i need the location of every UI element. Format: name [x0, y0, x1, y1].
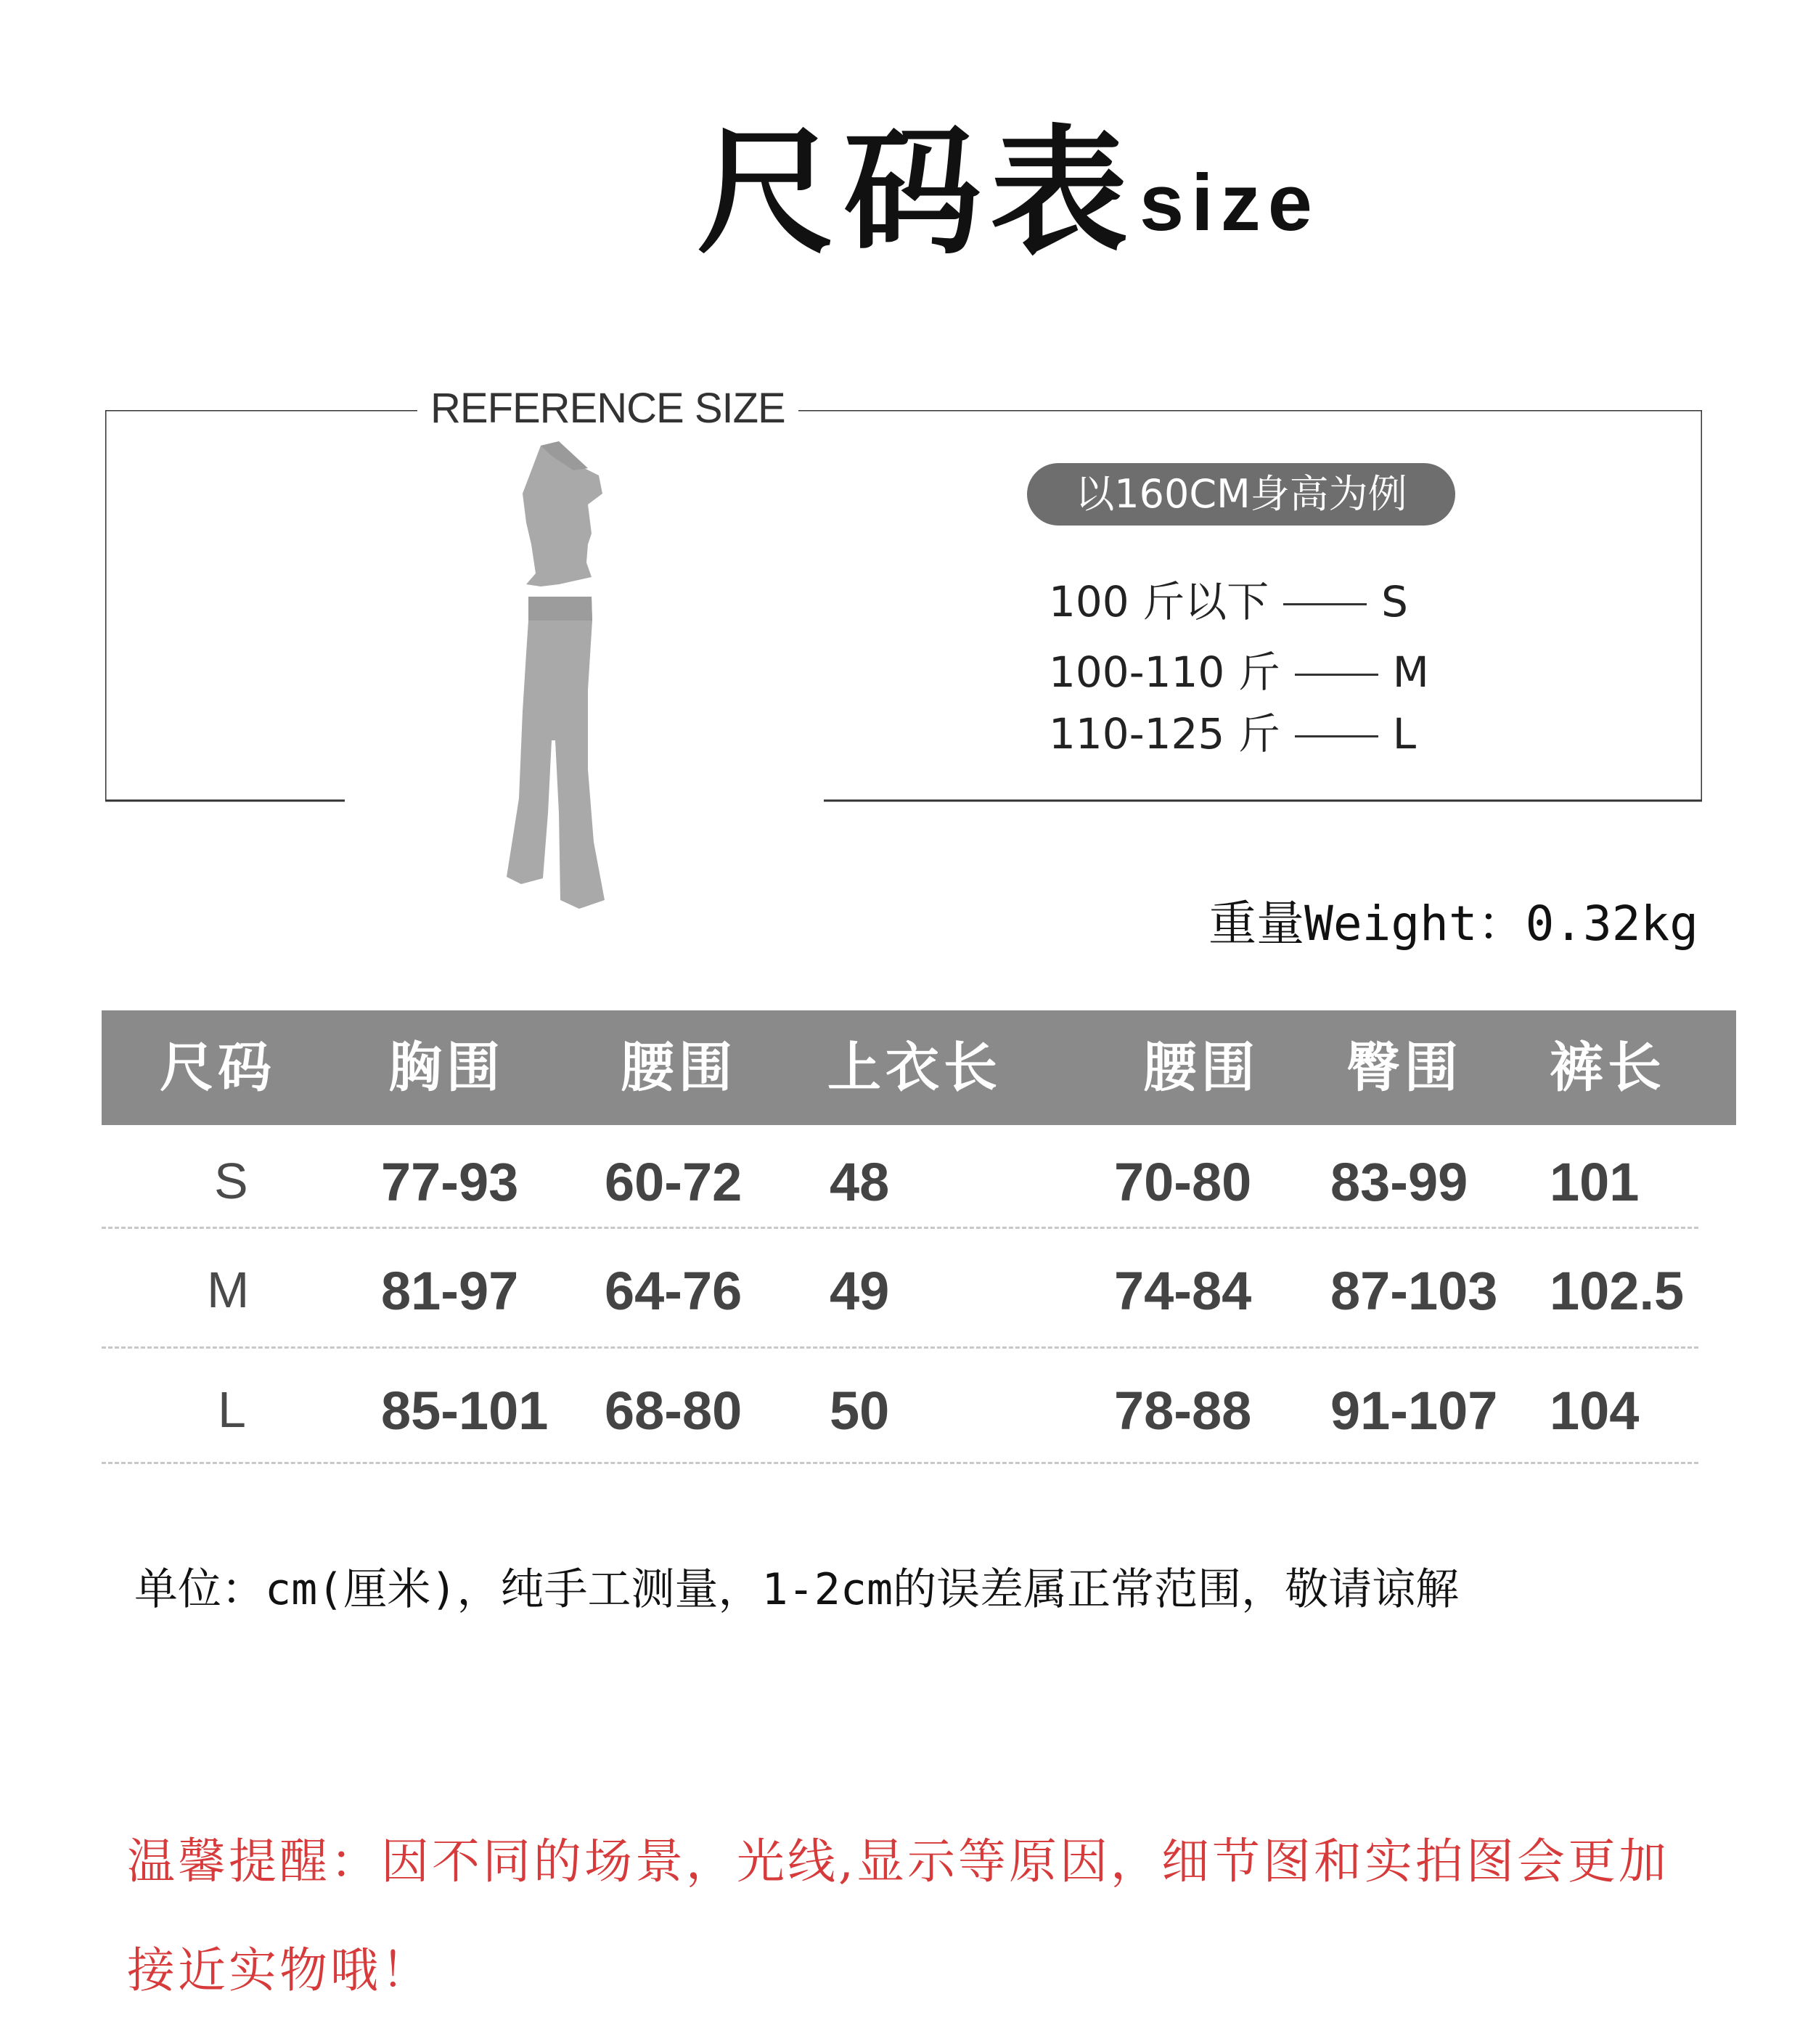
reference-row-dash [1283, 603, 1367, 605]
reference-row [1049, 709, 1417, 759]
cell-size: M [207, 1262, 250, 1318]
cell-bust: 85-101 [381, 1381, 549, 1441]
page-title-en: size [1140, 158, 1320, 248]
cell-waist-pants: 74-84 [1114, 1261, 1252, 1321]
table-row [102, 1234, 1736, 1350]
cell-size: S [214, 1153, 248, 1209]
cell-size: L [218, 1381, 246, 1438]
cell-hip: 87-103 [1330, 1261, 1498, 1321]
cell-waist-top: 60-72 [605, 1152, 742, 1212]
pants-garment-shape [507, 597, 605, 909]
header-top-length: 上衣长 [827, 1037, 1002, 1099]
page-title-cn: 尺码表 [697, 111, 1137, 273]
cell-hip: 91-107 [1330, 1381, 1498, 1441]
table-row [102, 1125, 1736, 1234]
header-waist-pants: 腰围 [1143, 1037, 1259, 1099]
cell-bust: 77-93 [381, 1152, 519, 1212]
cell-top-length: 49 [830, 1261, 890, 1321]
reference-row-range: 100-110 斤 [1049, 647, 1280, 697]
cell-hip: 83-99 [1330, 1152, 1468, 1212]
reference-row [1049, 577, 1408, 626]
cell-waist-pants: 78-88 [1114, 1381, 1252, 1441]
table-header [102, 1010, 1736, 1125]
header-hip: 臀围 [1346, 1037, 1462, 1099]
header-waist-top: 腰围 [621, 1037, 737, 1099]
cell-top-length: 50 [830, 1381, 890, 1441]
warm-tip: 温馨提醒：因不同的场景，光线,显示等原因，细节图和实拍图会更加接近实物哦！ [127, 1834, 1669, 1998]
cell-waist-pants: 70-80 [1114, 1152, 1252, 1212]
reference-row-size: L [1392, 709, 1417, 759]
reference-row-size: M [1392, 647, 1429, 697]
reference-row-range: 110-125 斤 [1049, 709, 1280, 759]
reference-size-label: REFERENCE SIZE [417, 383, 798, 434]
row-divider [102, 1462, 1698, 1464]
product-image [341, 436, 835, 944]
cell-waist-top: 68-80 [605, 1381, 742, 1441]
table-row [102, 1352, 1736, 1468]
top-garment-shape [523, 441, 602, 586]
row-divider [102, 1346, 1698, 1349]
cell-pants-length: 101 [1550, 1152, 1640, 1212]
cell-top-length: 48 [830, 1152, 890, 1212]
cell-pants-length: 102.5 [1550, 1261, 1685, 1321]
reference-row [1049, 647, 1429, 697]
reference-row-size: S [1381, 577, 1408, 626]
reference-row-dash [1295, 735, 1378, 737]
header-bust: 胸围 [388, 1037, 504, 1099]
unit-note: 单位：cm(厘米)，纯手工测量，1-2cm的误差属正常范围，敬请谅解 [134, 1564, 1460, 1615]
header-size: 尺码 [160, 1037, 276, 1099]
cell-bust: 81-97 [381, 1261, 519, 1321]
cell-waist-top: 64-76 [605, 1261, 742, 1321]
reference-row-dash [1295, 674, 1378, 676]
reference-height-badge: 以160CM身高为例 [1027, 463, 1455, 526]
reference-row-range: 100 斤以下 [1049, 577, 1269, 626]
header-pants-length: 裤长 [1550, 1037, 1666, 1099]
product-weight: 重量Weight：0.32kg [1208, 896, 1698, 952]
row-divider [102, 1227, 1698, 1229]
cell-pants-length: 104 [1550, 1381, 1640, 1441]
